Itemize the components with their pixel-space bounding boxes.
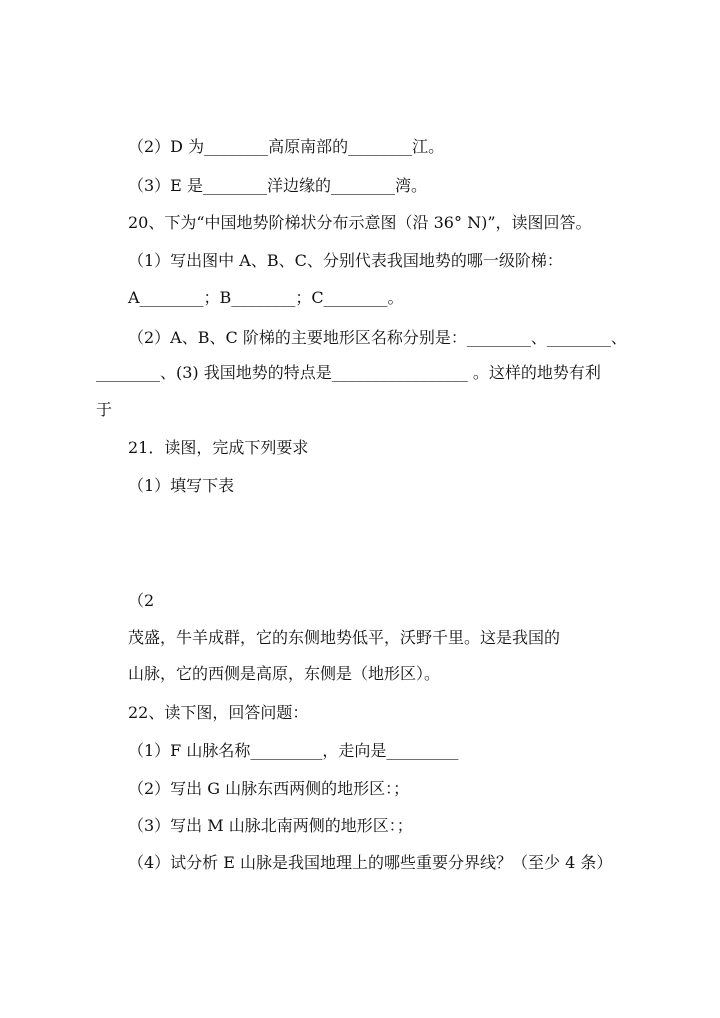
q21-text-2: 山脉，它的西侧是高原，东侧是（地形区）。: [128, 664, 441, 683]
q20-part-3: ________、(3) 我国地势的特点是_________________ 。这样的地势有利: [96, 363, 601, 382]
q21-text-1: 茂盛，牛羊成群，它的东侧地势低平，沃野千里。这是我国的: [128, 628, 561, 647]
q22-part-2: （2）写出 G 山脉东西两侧的地形区：；: [128, 779, 410, 798]
q20-title: 20、下为“中国地势阶梯状分布示意图（沿 36° N)”，读图回答。: [128, 213, 592, 232]
q20-part-3-cont: 于: [96, 400, 113, 419]
q20-part-2: （2）A、B、C 阶梯的主要地形区名称分别是：________、________、: [128, 328, 627, 347]
q22-title: 22、读下图，回答问题：: [128, 703, 309, 722]
q22-part-1: （1）F 山脉名称_________，走向是_________: [128, 741, 459, 760]
q21-part-2: （2: [128, 591, 155, 610]
q19-line-2: （2）D 为________高原南部的________江。: [128, 137, 445, 156]
q19-line-3: （3）E 是________洋边缘的________湾。: [128, 176, 427, 195]
q21-title: 21．读图，完成下列要求: [128, 438, 309, 457]
q22-part-4: （4）试分析 E 山脉是我国地理上的哪些重要分界线？（至少 4 条）: [128, 853, 613, 872]
q20-part-1-answers: A________；B________；C________。: [128, 288, 404, 307]
q20-part-1: （1）写出图中 A、B、C、分别代表我国地势的哪一级阶梯：: [128, 251, 563, 270]
q22-part-3: （3）写出 M 山脉北南两侧的地形区：；: [128, 816, 413, 835]
q21-part-1: （1）填写下表: [128, 476, 235, 495]
